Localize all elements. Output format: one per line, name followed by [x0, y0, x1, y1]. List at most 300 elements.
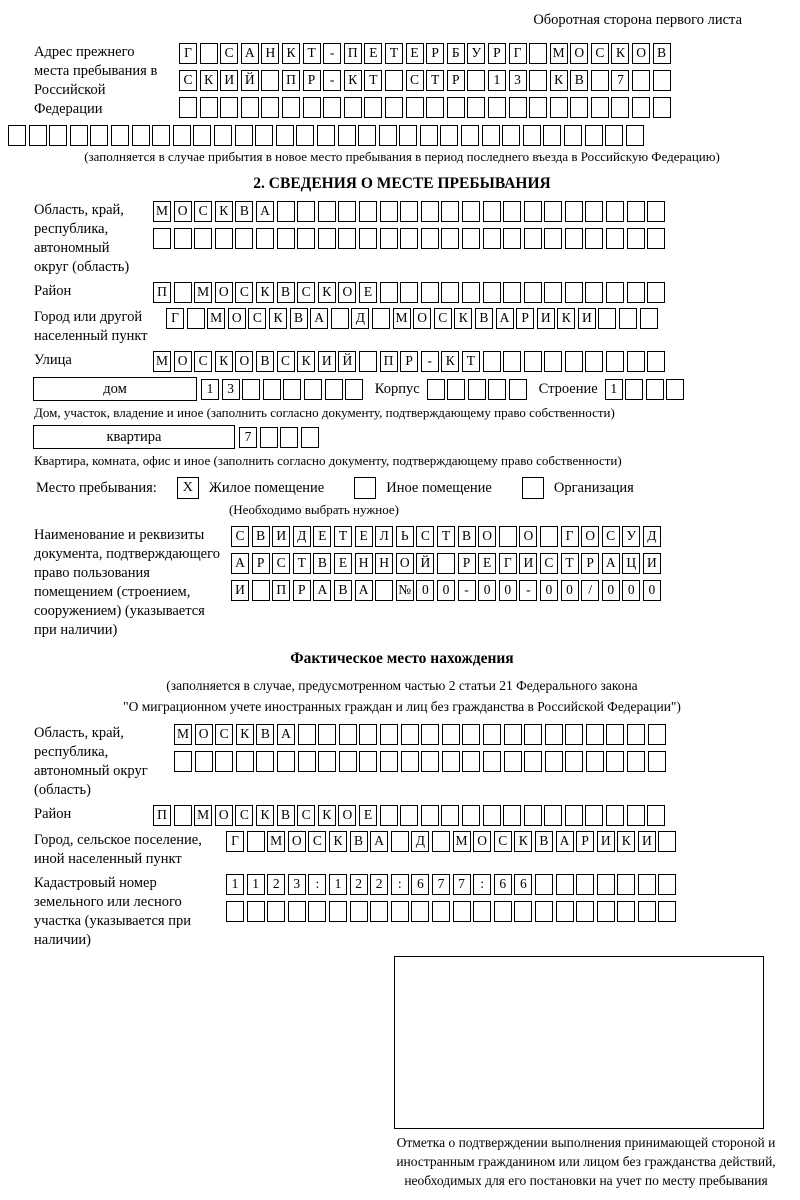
char-cell[interactable] [483, 228, 501, 249]
char-cell[interactable]: И [638, 831, 656, 852]
char-cell[interactable]: 6 [411, 874, 429, 895]
char-cell[interactable]: - [519, 580, 537, 601]
char-cell[interactable] [509, 97, 527, 118]
char-cell[interactable] [194, 228, 212, 249]
char-cell[interactable] [468, 379, 486, 400]
char-cell[interactable] [524, 282, 542, 303]
char-cell[interactable]: 1 [247, 874, 265, 895]
char-cell[interactable] [195, 751, 213, 772]
char-cell[interactable] [597, 874, 615, 895]
char-cell[interactable] [318, 228, 336, 249]
char-cell[interactable] [421, 228, 439, 249]
char-cell[interactable] [325, 379, 343, 400]
char-cell[interactable] [638, 901, 656, 922]
char-cell[interactable]: Д [293, 526, 311, 547]
char-cell[interactable]: Е [313, 526, 331, 547]
char-cell[interactable] [111, 125, 129, 146]
char-cell[interactable] [411, 901, 429, 922]
char-cell[interactable]: О [195, 724, 213, 745]
char-cell[interactable] [277, 751, 295, 772]
char-cell[interactable] [437, 553, 455, 574]
char-cell[interactable]: С [215, 724, 233, 745]
char-cell[interactable]: С [248, 308, 266, 329]
char-cell[interactable]: И [578, 308, 596, 329]
char-cell[interactable] [535, 901, 553, 922]
char-cell[interactable] [350, 901, 368, 922]
char-cell[interactable]: К [256, 282, 274, 303]
char-cell[interactable] [338, 201, 356, 222]
char-cell[interactable] [483, 351, 501, 372]
char-cell[interactable] [380, 724, 398, 745]
char-cell[interactable] [391, 901, 409, 922]
char-cell[interactable]: 0 [437, 580, 455, 601]
char-cell[interactable]: М [194, 282, 212, 303]
char-cell[interactable] [585, 805, 603, 826]
char-cell[interactable]: О [235, 351, 253, 372]
char-cell[interactable]: 0 [499, 580, 517, 601]
char-cell[interactable] [301, 427, 319, 448]
char-cell[interactable] [617, 874, 635, 895]
char-cell[interactable] [606, 201, 624, 222]
char-cell[interactable]: А [556, 831, 574, 852]
char-cell[interactable] [317, 125, 335, 146]
char-cell[interactable] [364, 97, 382, 118]
char-cell[interactable] [627, 351, 645, 372]
char-cell[interactable] [462, 751, 480, 772]
char-cell[interactable] [647, 282, 665, 303]
char-cell[interactable]: К [557, 308, 575, 329]
char-cell[interactable]: 1 [488, 70, 506, 91]
char-cell[interactable] [132, 125, 150, 146]
char-cell[interactable] [187, 308, 205, 329]
char-cell[interactable] [296, 125, 314, 146]
char-cell[interactable]: К [256, 805, 274, 826]
char-cell[interactable] [426, 97, 444, 118]
char-cell[interactable]: И [519, 553, 537, 574]
char-cell[interactable]: Д [643, 526, 661, 547]
char-cell[interactable]: Р [426, 43, 444, 64]
house-type-box[interactable]: дом [33, 377, 197, 401]
char-cell[interactable] [653, 70, 671, 91]
char-cell[interactable]: У [622, 526, 640, 547]
char-cell[interactable]: А [313, 580, 331, 601]
char-cell[interactable]: С [272, 553, 290, 574]
char-cell[interactable] [400, 228, 418, 249]
char-cell[interactable]: Н [375, 553, 393, 574]
char-cell[interactable] [215, 751, 233, 772]
char-cell[interactable] [447, 379, 465, 400]
char-cell[interactable] [193, 125, 211, 146]
char-cell[interactable] [380, 751, 398, 772]
char-cell[interactable] [359, 751, 377, 772]
char-cell[interactable]: К [282, 43, 300, 64]
char-cell[interactable]: 3 [222, 379, 240, 400]
char-cell[interactable]: В [570, 70, 588, 91]
char-cell[interactable] [462, 228, 480, 249]
char-cell[interactable]: Е [355, 526, 373, 547]
checkbox-organization[interactable] [522, 477, 544, 499]
char-cell[interactable]: С [406, 70, 424, 91]
char-cell[interactable] [318, 201, 336, 222]
char-cell[interactable] [297, 201, 315, 222]
char-cell[interactable] [277, 201, 295, 222]
char-cell[interactable]: К [200, 70, 218, 91]
char-cell[interactable] [540, 526, 558, 547]
char-cell[interactable]: С [179, 70, 197, 91]
char-cell[interactable] [647, 201, 665, 222]
char-cell[interactable] [545, 751, 563, 772]
char-cell[interactable]: В [334, 580, 352, 601]
char-cell[interactable]: К [514, 831, 532, 852]
char-cell[interactable] [8, 125, 26, 146]
char-cell[interactable]: К [318, 805, 336, 826]
char-cell[interactable] [440, 125, 458, 146]
char-cell[interactable]: С [434, 308, 452, 329]
char-cell[interactable] [503, 351, 521, 372]
char-cell[interactable] [606, 282, 624, 303]
char-cell[interactable] [303, 97, 321, 118]
char-cell[interactable]: Т [437, 526, 455, 547]
char-cell[interactable] [297, 228, 315, 249]
char-cell[interactable] [619, 308, 637, 329]
char-cell[interactable] [215, 228, 233, 249]
char-cell[interactable] [529, 97, 547, 118]
char-cell[interactable] [385, 97, 403, 118]
char-cell[interactable]: 1 [605, 379, 623, 400]
char-cell[interactable]: К [318, 282, 336, 303]
char-cell[interactable]: Т [364, 70, 382, 91]
char-cell[interactable]: Т [293, 553, 311, 574]
char-cell[interactable] [591, 70, 609, 91]
char-cell[interactable] [339, 724, 357, 745]
char-cell[interactable]: 6 [514, 874, 532, 895]
char-cell[interactable]: К [441, 351, 459, 372]
char-cell[interactable]: В [277, 805, 295, 826]
char-cell[interactable] [370, 901, 388, 922]
char-cell[interactable] [441, 201, 459, 222]
char-cell[interactable]: № [396, 580, 414, 601]
char-cell[interactable] [529, 70, 547, 91]
char-cell[interactable]: 1 [201, 379, 219, 400]
char-cell[interactable]: В [653, 43, 671, 64]
char-cell[interactable] [200, 97, 218, 118]
char-cell[interactable]: К [236, 724, 254, 745]
char-cell[interactable] [323, 97, 341, 118]
char-cell[interactable] [174, 805, 192, 826]
char-cell[interactable] [658, 831, 676, 852]
char-cell[interactable] [565, 351, 583, 372]
char-cell[interactable]: Т [385, 43, 403, 64]
char-cell[interactable] [627, 201, 645, 222]
char-cell[interactable] [432, 831, 450, 852]
char-cell[interactable]: М [393, 308, 411, 329]
char-cell[interactable] [504, 751, 522, 772]
char-cell[interactable]: В [313, 553, 331, 574]
char-cell[interactable] [453, 901, 471, 922]
char-cell[interactable] [283, 379, 301, 400]
char-cell[interactable]: И [537, 308, 555, 329]
char-cell[interactable] [401, 751, 419, 772]
char-cell[interactable]: М [453, 831, 471, 852]
char-cell[interactable]: И [231, 580, 249, 601]
char-cell[interactable]: 7 [453, 874, 471, 895]
char-cell[interactable] [658, 874, 676, 895]
char-cell[interactable] [282, 97, 300, 118]
char-cell[interactable]: В [252, 526, 270, 547]
char-cell[interactable] [564, 125, 582, 146]
char-cell[interactable] [400, 201, 418, 222]
char-cell[interactable]: П [153, 282, 171, 303]
char-cell[interactable] [626, 125, 644, 146]
char-cell[interactable] [503, 228, 521, 249]
char-cell[interactable]: О [413, 308, 431, 329]
char-cell[interactable]: С [297, 805, 315, 826]
char-cell[interactable]: А [241, 43, 259, 64]
char-cell[interactable] [597, 901, 615, 922]
char-cell[interactable] [220, 97, 238, 118]
char-cell[interactable]: 7 [432, 874, 450, 895]
char-cell[interactable] [666, 379, 684, 400]
char-cell[interactable] [565, 805, 583, 826]
char-cell[interactable] [483, 282, 501, 303]
char-cell[interactable]: И [272, 526, 290, 547]
char-cell[interactable] [372, 308, 390, 329]
char-cell[interactable]: К [550, 70, 568, 91]
char-cell[interactable] [565, 282, 583, 303]
char-cell[interactable]: С [194, 201, 212, 222]
char-cell[interactable]: Ц [622, 553, 640, 574]
char-cell[interactable]: М [194, 805, 212, 826]
char-cell[interactable]: К [344, 70, 362, 91]
char-cell[interactable]: Р [252, 553, 270, 574]
char-cell[interactable]: 0 [643, 580, 661, 601]
char-cell[interactable] [29, 125, 47, 146]
char-cell[interactable] [338, 125, 356, 146]
char-cell[interactable] [344, 97, 362, 118]
char-cell[interactable] [241, 97, 259, 118]
char-cell[interactable] [432, 901, 450, 922]
char-cell[interactable]: Р [458, 553, 476, 574]
char-cell[interactable] [399, 125, 417, 146]
char-cell[interactable]: Й [241, 70, 259, 91]
char-cell[interactable]: О [228, 308, 246, 329]
char-cell[interactable]: А [277, 724, 295, 745]
char-cell[interactable] [632, 97, 650, 118]
char-cell[interactable] [380, 282, 398, 303]
char-cell[interactable] [648, 751, 666, 772]
char-cell[interactable] [503, 282, 521, 303]
char-cell[interactable] [358, 125, 376, 146]
char-cell[interactable] [462, 805, 480, 826]
char-cell[interactable] [173, 125, 191, 146]
char-cell[interactable]: С [194, 351, 212, 372]
char-cell[interactable] [441, 282, 459, 303]
char-cell[interactable]: Р [293, 580, 311, 601]
char-cell[interactable]: Г [561, 526, 579, 547]
char-cell[interactable] [406, 97, 424, 118]
char-cell[interactable]: П [272, 580, 290, 601]
char-cell[interactable]: В [290, 308, 308, 329]
char-cell[interactable] [585, 282, 603, 303]
char-cell[interactable]: С [591, 43, 609, 64]
char-cell[interactable] [318, 751, 336, 772]
char-cell[interactable] [263, 379, 281, 400]
char-cell[interactable]: С [540, 553, 558, 574]
char-cell[interactable] [345, 379, 363, 400]
char-cell[interactable]: К [215, 201, 233, 222]
char-cell[interactable] [442, 751, 460, 772]
char-cell[interactable]: И [597, 831, 615, 852]
char-cell[interactable]: М [207, 308, 225, 329]
char-cell[interactable]: 3 [509, 70, 527, 91]
char-cell[interactable]: 2 [267, 874, 285, 895]
char-cell[interactable]: С [308, 831, 326, 852]
char-cell[interactable] [483, 751, 501, 772]
char-cell[interactable] [427, 379, 445, 400]
char-cell[interactable] [653, 97, 671, 118]
char-cell[interactable]: - [323, 70, 341, 91]
char-cell[interactable] [226, 901, 244, 922]
char-cell[interactable]: В [235, 201, 253, 222]
char-cell[interactable] [514, 901, 532, 922]
char-cell[interactable] [288, 901, 306, 922]
char-cell[interactable] [375, 580, 393, 601]
char-cell[interactable]: Р [303, 70, 321, 91]
char-cell[interactable]: В [256, 351, 274, 372]
char-cell[interactable] [379, 125, 397, 146]
char-cell[interactable]: О [288, 831, 306, 852]
char-cell[interactable] [647, 351, 665, 372]
char-cell[interactable]: В [458, 526, 476, 547]
char-cell[interactable]: С [235, 805, 253, 826]
char-cell[interactable]: Т [561, 553, 579, 574]
char-cell[interactable] [544, 228, 562, 249]
char-cell[interactable] [49, 125, 67, 146]
char-cell[interactable] [380, 201, 398, 222]
char-cell[interactable]: О [215, 282, 233, 303]
char-cell[interactable]: Е [478, 553, 496, 574]
char-cell[interactable] [338, 228, 356, 249]
char-cell[interactable] [648, 724, 666, 745]
char-cell[interactable] [640, 308, 658, 329]
char-cell[interactable]: Е [406, 43, 424, 64]
char-cell[interactable] [467, 97, 485, 118]
char-cell[interactable]: О [174, 351, 192, 372]
char-cell[interactable] [550, 97, 568, 118]
char-cell[interactable] [625, 379, 643, 400]
char-cell[interactable]: К [297, 351, 315, 372]
char-cell[interactable]: П [153, 805, 171, 826]
char-cell[interactable]: Р [488, 43, 506, 64]
char-cell[interactable]: К [329, 831, 347, 852]
char-cell[interactable]: Г [499, 553, 517, 574]
char-cell[interactable]: : [473, 874, 491, 895]
char-cell[interactable] [267, 901, 285, 922]
char-cell[interactable] [606, 805, 624, 826]
char-cell[interactable]: О [581, 526, 599, 547]
char-cell[interactable]: 0 [561, 580, 579, 601]
char-cell[interactable]: Т [462, 351, 480, 372]
char-cell[interactable] [576, 874, 594, 895]
char-cell[interactable] [247, 831, 265, 852]
char-cell[interactable] [329, 901, 347, 922]
char-cell[interactable]: П [380, 351, 398, 372]
char-cell[interactable] [276, 125, 294, 146]
char-cell[interactable] [359, 201, 377, 222]
char-cell[interactable] [380, 805, 398, 826]
char-cell[interactable]: 7 [611, 70, 629, 91]
char-cell[interactable]: Г [179, 43, 197, 64]
char-cell[interactable]: : [308, 874, 326, 895]
char-cell[interactable] [247, 901, 265, 922]
char-cell[interactable]: Д [411, 831, 429, 852]
char-cell[interactable] [461, 125, 479, 146]
char-cell[interactable] [529, 43, 547, 64]
char-cell[interactable]: В [277, 282, 295, 303]
char-cell[interactable] [214, 125, 232, 146]
char-cell[interactable] [591, 97, 609, 118]
char-cell[interactable] [401, 724, 419, 745]
char-cell[interactable] [627, 724, 645, 745]
char-cell[interactable]: Г [509, 43, 527, 64]
char-cell[interactable] [524, 805, 542, 826]
char-cell[interactable] [467, 70, 485, 91]
char-cell[interactable] [606, 724, 624, 745]
char-cell[interactable] [152, 125, 170, 146]
char-cell[interactable] [570, 97, 588, 118]
char-cell[interactable] [524, 724, 542, 745]
char-cell[interactable] [359, 228, 377, 249]
checkbox-residential[interactable]: X [177, 477, 199, 499]
char-cell[interactable]: М [267, 831, 285, 852]
char-cell[interactable] [153, 228, 171, 249]
apartment-type-box[interactable]: квартира [33, 425, 235, 449]
char-cell[interactable] [606, 751, 624, 772]
char-cell[interactable]: Р [447, 70, 465, 91]
char-cell[interactable]: Й [338, 351, 356, 372]
char-cell[interactable]: Е [359, 805, 377, 826]
char-cell[interactable]: О [519, 526, 537, 547]
char-cell[interactable] [598, 308, 616, 329]
char-cell[interactable]: М [174, 724, 192, 745]
char-cell[interactable]: Ь [396, 526, 414, 547]
char-cell[interactable]: И [220, 70, 238, 91]
char-cell[interactable] [638, 874, 656, 895]
char-cell[interactable] [488, 97, 506, 118]
char-cell[interactable] [504, 724, 522, 745]
char-cell[interactable] [658, 901, 676, 922]
char-cell[interactable] [318, 724, 336, 745]
char-cell[interactable]: А [602, 553, 620, 574]
char-cell[interactable] [400, 282, 418, 303]
char-cell[interactable]: Е [334, 553, 352, 574]
char-cell[interactable] [256, 751, 274, 772]
char-cell[interactable]: У [467, 43, 485, 64]
char-cell[interactable]: : [391, 874, 409, 895]
char-cell[interactable] [174, 228, 192, 249]
char-cell[interactable] [565, 724, 583, 745]
char-cell[interactable] [494, 901, 512, 922]
char-cell[interactable] [585, 351, 603, 372]
char-cell[interactable] [462, 282, 480, 303]
char-cell[interactable] [385, 70, 403, 91]
char-cell[interactable]: - [458, 580, 476, 601]
char-cell[interactable] [524, 751, 542, 772]
char-cell[interactable] [441, 228, 459, 249]
char-cell[interactable]: Е [364, 43, 382, 64]
char-cell[interactable] [503, 805, 521, 826]
char-cell[interactable] [174, 751, 192, 772]
